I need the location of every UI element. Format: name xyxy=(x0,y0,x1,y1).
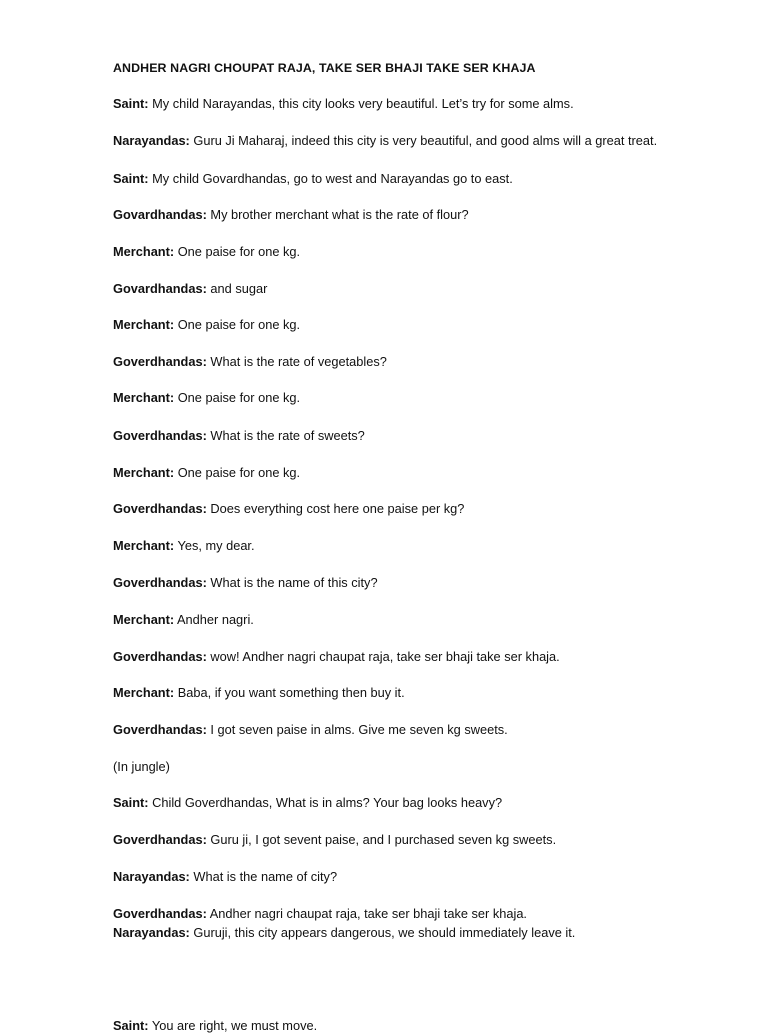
line-text: wow! Andher nagri chaupat raja, take ser bhaji take ser khaja. xyxy=(206,649,560,664)
speaker-name: Goverdhandas: xyxy=(113,428,207,443)
dialogue-line xyxy=(113,133,657,149)
dialogue-line xyxy=(113,1018,317,1034)
line-text: One paise for one kg. xyxy=(174,390,301,405)
speaker-name: Saint: xyxy=(113,1018,149,1033)
dialogue-line xyxy=(113,925,575,941)
dialogue-line xyxy=(113,612,254,628)
stage-direction xyxy=(113,759,170,775)
speaker-name: Saint: xyxy=(113,171,149,186)
speaker-name: Goverdhandas: xyxy=(113,722,207,737)
document-title: ANDHER NAGRI CHOUPAT RAJA, TAKE SER BHAJI TAKE SER KHAJA xyxy=(113,61,536,75)
line-text: Guru Ji Maharaj, indeed this city is very beautiful, and good alms will a great treat. xyxy=(189,133,658,148)
dialogue-line xyxy=(113,354,387,370)
line-text: What is the rate of sweets? xyxy=(206,428,365,443)
line-text: One paise for one kg. xyxy=(174,244,301,259)
dialogue-line xyxy=(113,244,300,260)
dialogue-line xyxy=(113,722,508,738)
line-text: Guruji, this city appears dangerous, we should immediately leave it. xyxy=(189,925,576,940)
line-text: What is the name of city? xyxy=(189,869,338,884)
line-text: and sugar xyxy=(206,281,268,296)
line-text: (In jungle) xyxy=(113,759,170,774)
speaker-name: Govardhandas: xyxy=(113,207,207,222)
speaker-name: Merchant: xyxy=(113,612,175,627)
speaker-name: Goverdhandas: xyxy=(113,906,207,921)
speaker-name: Merchant: xyxy=(113,390,175,405)
speaker-name: Goverdhandas: xyxy=(113,575,207,590)
line-text: What is the name of this city? xyxy=(206,575,378,590)
speaker-name: Govardhandas: xyxy=(113,281,207,296)
dialogue-line xyxy=(113,906,527,922)
dialogue-line xyxy=(113,575,378,591)
speaker-name: Goverdhandas: xyxy=(113,501,207,516)
speaker-name: Merchant: xyxy=(113,244,175,259)
line-text: Does everything cost here one paise per kg? xyxy=(206,501,465,516)
speaker-name: Narayandas: xyxy=(113,133,190,148)
line-text: Andher nagri chaupat raja, take ser bhaji take ser khaja. xyxy=(206,906,527,921)
dialogue-line xyxy=(113,795,502,811)
speaker-name: Saint: xyxy=(113,96,149,111)
dialogue-line xyxy=(113,390,300,406)
line-text: You are right, we must move. xyxy=(148,1018,318,1033)
dialogue-line xyxy=(113,832,556,848)
dialogue-line xyxy=(113,649,560,665)
speaker-name: Goverdhandas: xyxy=(113,832,207,847)
dialogue-line xyxy=(113,501,464,517)
speaker-name: Merchant: xyxy=(113,317,175,332)
dialogue-line xyxy=(113,685,405,701)
line-text: I got seven paise in alms. Give me seven kg sweets. xyxy=(206,722,508,737)
speaker-name: Merchant: xyxy=(113,685,175,700)
line-text: Baba, if you want something then buy it. xyxy=(174,685,405,700)
speaker-name: Goverdhandas: xyxy=(113,649,207,664)
dialogue-line xyxy=(113,207,469,223)
line-text: Andher nagri. xyxy=(174,612,254,627)
line-text: My brother merchant what is the rate of flour? xyxy=(206,207,469,222)
speaker-name: Narayandas: xyxy=(113,925,190,940)
speaker-name: Merchant: xyxy=(113,538,175,553)
speaker-name: Saint: xyxy=(113,795,149,810)
line-text: Guru ji, I got sevent paise, and I purchased seven kg sweets. xyxy=(206,832,557,847)
line-text: Child Goverdhandas, What is in alms? Your bag looks heavy? xyxy=(148,795,503,810)
line-text: Yes, my dear. xyxy=(174,538,255,553)
dialogue-line xyxy=(113,869,337,885)
line-text: What is the rate of vegetables? xyxy=(206,354,387,369)
line-text: My child Narayandas, this city looks very beautiful. Let’s try for some alms. xyxy=(148,96,574,111)
dialogue-line xyxy=(113,538,255,554)
dialogue-line xyxy=(113,317,300,333)
dialogue-line xyxy=(113,96,574,112)
speaker-name: Narayandas: xyxy=(113,869,190,884)
dialogue-line xyxy=(113,281,267,297)
dialogue-line xyxy=(113,465,300,481)
line-text: One paise for one kg. xyxy=(174,465,301,480)
dialogue-line xyxy=(113,171,513,187)
line-text: My child Govardhandas, go to west and Narayandas go to east. xyxy=(148,171,513,186)
speaker-name: Merchant: xyxy=(113,465,175,480)
dialogue-line xyxy=(113,428,365,444)
line-text: One paise for one kg. xyxy=(174,317,301,332)
speaker-name: Goverdhandas: xyxy=(113,354,207,369)
